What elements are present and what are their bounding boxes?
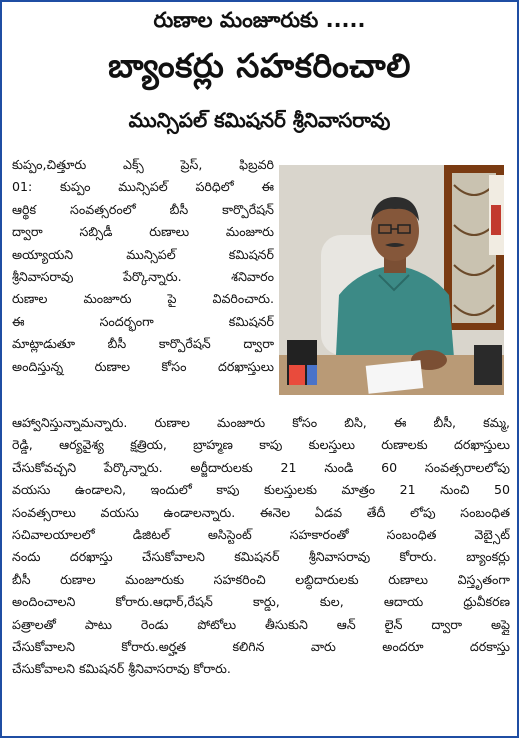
article-line: వయసు ఉండాలని, ఇందులో కాపు కులస్తులకు మాత్రం 21 నుంచి 50 — [12, 482, 510, 498]
kicker-line: రుణాల మంజూరుకు ..... — [153, 8, 366, 32]
article-line: బీసీ రుణాల మంజూరుకు సహకరించి లబ్ధిదారులకు రుణాలు విస్తృతంగా — [12, 571, 510, 587]
article-intro-column — [12, 154, 274, 378]
article-line: కుప్పం,చిత్తూరు ఎక్స్ ప్రెస్, ఫిబ్రవరి — [12, 157, 274, 172]
article-line: చేసుకోవాలని కోరారు.అర్హత కలిగిన వారు అందరూ దరకాస్తు — [12, 638, 510, 654]
article-line: సంవత్సరాలు వయసు ఉండాలన్నారు. ఈనెల ఏడవ తేదీ లోపు సంబంధిత — [12, 504, 510, 520]
article-line: సచివాలయాలలో డిజిటల్ అసిస్టెంట్ సహకారంతో సంబంధిత వెబ్సైట్ — [12, 526, 510, 542]
article-line: ద్వారా సబ్సిడీ రుణాలు మంజూరు — [12, 224, 274, 240]
article-line: శ్రీనివాసరావు పేర్కొన్నారు. శనివారం — [12, 268, 274, 284]
subheadline: మున్సిపల్ కమిషనర్ శ్రీనివాసరావు — [128, 108, 391, 132]
article-line: రెడ్డి, ఆర్యవైశ్య క్షత్రియ, బ్రాహ్మణ కాపు కులస్తులు రుణాలకు దరఖాస్తులు — [12, 437, 510, 453]
article-line: ఈ సందర్భంగా కమిషనర్ — [12, 313, 274, 329]
photo-illustration — [279, 165, 504, 395]
article-line: ఆహ్వానిస్తున్నామన్నారు. రుణాల మంజూరు కోసం బిసి, ఈ బీసీ, కమ్మ, — [12, 415, 510, 430]
article-line: రుణాల మంజూరు పై వివరించారు. — [12, 291, 274, 307]
article-line: ఆర్థిక సంవత్సరంలో బీసీ కార్పొరేషన్ — [12, 201, 274, 217]
article-line: అయ్యాయని మున్సిపల్ కమిషనర్ — [12, 246, 274, 262]
article-body-column — [12, 412, 510, 681]
article-line: నందు దరఖాస్తు చేసుకోవాలని కమిషనర్ శ్రీనివాసరావు కోరారు. బ్యాంకర్లు — [12, 549, 510, 565]
article-line: అందించాలని కోరారు.ఆధార్,రేషన్ కార్డు, కుల, ఆదాయ ధ్రువీకరణ — [12, 594, 510, 610]
article-line: అందిస్తున్న రుణాల కోసం దరఖాస్తులు — [12, 358, 274, 374]
headline: బ్యాంకర్లు సహకరించాలి — [108, 46, 411, 85]
commissioner-photo — [279, 165, 504, 395]
article-line: 01: కుప్పం మున్సిపల్ పరిధిలో ఈ — [12, 179, 274, 195]
article-line: చేసుకోవాలని కమిషనర్ శ్రీనివాసరావు కోరారు. — [12, 661, 231, 677]
article-line: చేసుకోవచ్చని పేర్కొన్నారు. అర్జీదారులకు 21 నుండి 60 సంవత్సరాలలోపు — [12, 459, 510, 475]
article-line: మాట్లాడుతూ బీసీ కార్పొరేషన్ ద్వారా — [12, 336, 274, 352]
article-line: పత్రాలతో పాటు రెండు పోటోలు తీసుకుని ఆన్ లైన్ ద్వారా అప్లై — [12, 616, 510, 632]
